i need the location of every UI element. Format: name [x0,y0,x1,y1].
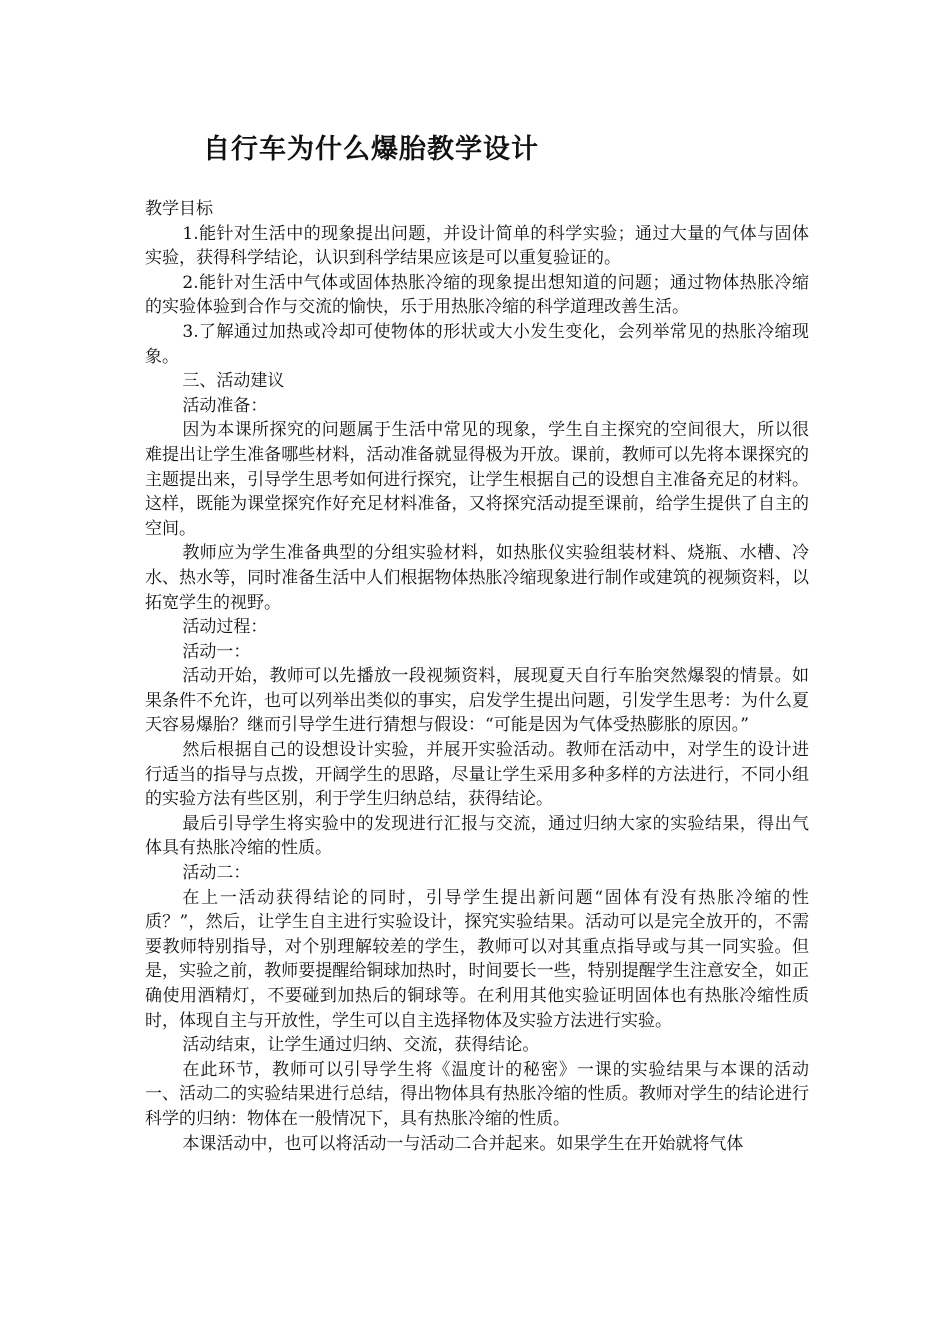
paragraph-activity-two-1: 在上一活动获得结论的同时，引导学生提出新问题“固体有没有热胀冷缩的性质？”，然后，让学生自主进行实验设计，探究实验结果。活动可以是完全放开的，不需要教师特别指导，对个别理解较差的学生，教师可以对其重点指导或与其一同实验。但是，实验之前，教师要提醒给铜球加热时，时间要长一些，特别提醒学生注意安全，如正确使用酒精灯，不要碰到加热后的铜球等。在利用其他实验证明固体也有热胀冷缩性质时，体现自主与开放性，学生可以自主选择物体及实验方法进行实验。 [145,887,809,1031]
paragraph-preparation-2: 教师应为学生准备典型的分组实验材料，如热胀仪实验组装材料、烧瓶、水槽、冷水、热水等，同时准备生活中人们根据物体热胀冷缩现象进行制作或建筑的视频资料，以拓宽学生的视野。 [145,543,809,613]
paragraph-merge-note: 本课活动中，也可以将活动一与活动二合并起来。如果学生在开始就将气体 [182,1133,744,1154]
objective-item-1: 1.能针对生活中的现象提出问题，并设计简单的科学实验；通过大量的气体与固体实验，获得科学结论，认识到科学结果应该是可以重复验证的。 [145,223,809,269]
paragraph-preparation-1: 因为本课所探究的问题属于生活中常见的现象，学生自主探究的空间很大，所以很难提出让学生准备哪些材料，活动准备就显得极为开放。课前，教师可以先将本课探究的主题提出来，引导学生思考如何进行探究，让学生根据自己的设想自主准备充足的材料。这样，既能为课堂探究作好充足材料准备，又将探究活动提至课前，给学生提供了自主的空间。 [145,420,809,539]
subheading-activity-preparation: 活动准备： [182,395,268,416]
subheading-activity-two: 活动二： [182,863,251,884]
paragraph-activity-one-1: 活动开始，教师可以先播放一段视频资料，展现夏天自行车胎突然爆裂的情景。如果条件不允许，也可以列举出类似的事实，启发学生提出问题，引发学生思考：为什么夏天容易爆胎？继而引导学生进行猜想与假设：“可能是因为气体受热膨胀的原因。” [145,666,809,736]
document-title: 自行车为什么爆胎教学设计 [203,134,539,165]
paragraph-activity-end: 活动结束，让学生通过归纳、交流，获得结论。 [182,1035,540,1056]
subheading-activity-process: 活动过程： [182,617,268,638]
objective-item-2: 2.能针对生活中气体或固体热胀冷缩的现象提出想知道的问题；通过物体热胀冷缩的实验体验到合作与交流的愉快，乐于用热胀冷缩的科学道理改善生活。 [145,272,809,318]
paragraph-activity-one-3: 最后引导学生将实验中的发现进行汇报与交流，通过归纳大家的实验结果，得出气体具有热胀冷缩的性质。 [145,813,809,859]
subheading-activity-one: 活动一： [182,641,251,662]
objective-item-3: 3.了解通过加热或冷却可使物体的形状或大小发生变化，会列举常见的热胀冷缩现象。 [145,321,809,367]
section-heading-activity-suggestions: 三、活动建议 [182,371,285,392]
section-heading-objectives: 教学目标 [145,199,213,219]
document-body [145,197,809,1156]
paragraph-summary: 在此环节，教师可以引导学生将《温度计的秘密》一课的实验结果与本课的活动一、活动二的实验结果进行总结，得出物体具有热胀冷缩的性质。教师对学生的结论进行科学的归纳：物体在一般情况下，具有热胀冷缩的性质。 [145,1059,809,1129]
paragraph-activity-one-2: 然后根据自己的设想设计实验，并展开实验活动。教师在活动中，对学生的设计进行适当的指导与点拨，开阔学生的思路，尽量让学生采用多种多样的方法进行，不同小组的实验方法有些区别，利于学生归纳总结，获得结论。 [145,740,809,810]
